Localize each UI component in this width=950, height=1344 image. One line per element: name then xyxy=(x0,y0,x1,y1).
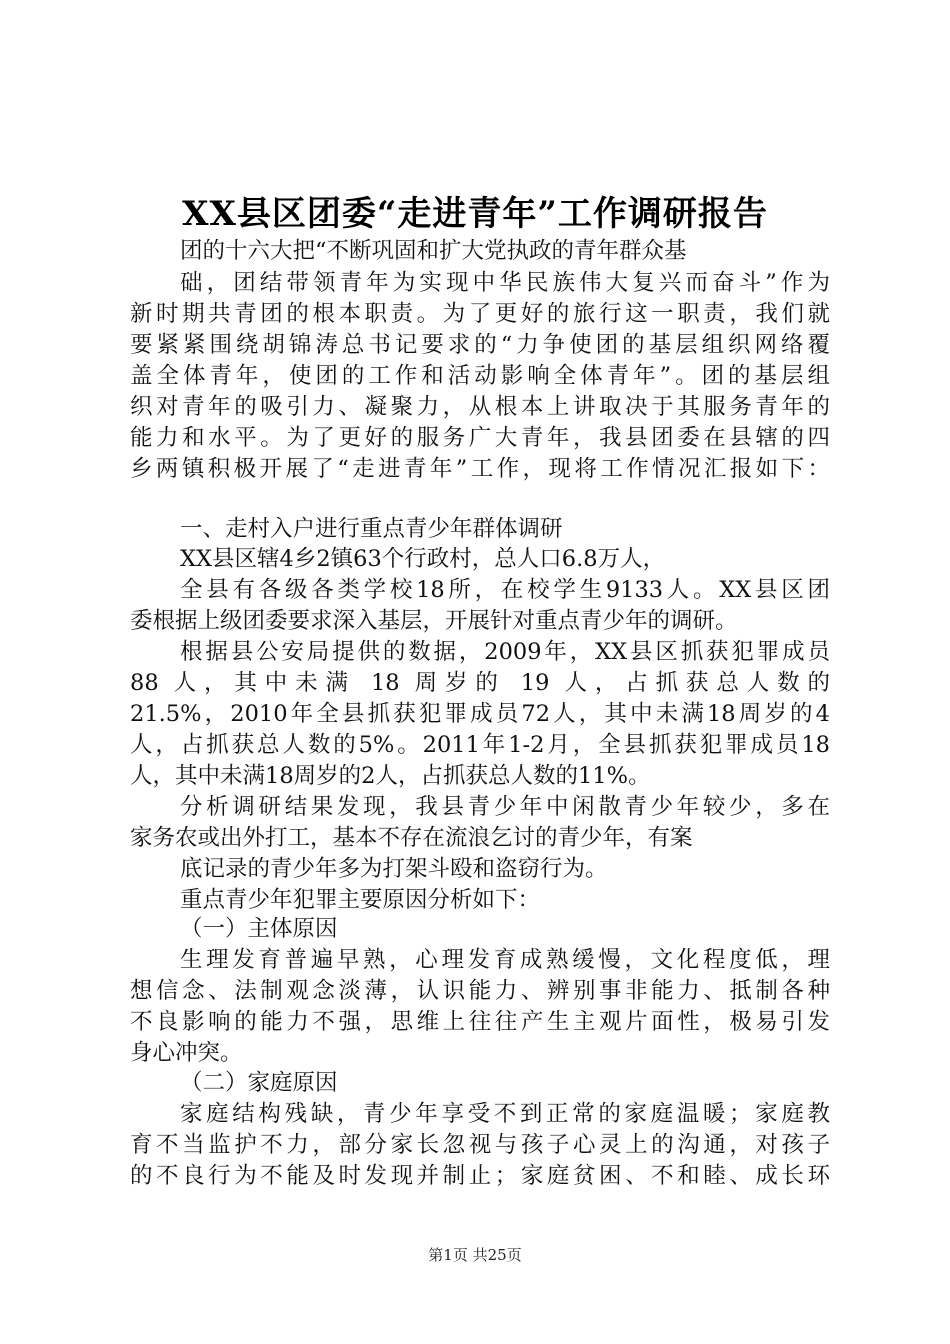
body-line: 能力和水平。为了更好的服务广大青年，我县团委在县辖的四 xyxy=(130,425,830,451)
body-line: 家庭结构残缺，青少年享受不到正常的家庭温暖；家庭教 xyxy=(180,1101,830,1127)
subsection-heading: （一）主体原因 xyxy=(180,916,338,942)
subsection-heading: （二）家庭原因 xyxy=(180,1070,338,1096)
body-line: XX县区辖4乡2镇63个行政村，总人口6.8万人， xyxy=(180,546,666,572)
body-line: 生理发育普遍早熟，心理发育成熟缓慢，文化程度低，理 xyxy=(180,947,830,973)
body-line: 身心冲突。 xyxy=(130,1040,243,1066)
body-line: 88 人，其中未满 18 周岁的 19 人，占抓获总人数的 xyxy=(130,670,830,696)
body-line: 育不当监护不力，部分家长忽视与孩子心灵上的沟通，对孩子 xyxy=(130,1132,830,1158)
body-line: 的不良行为不能及时发现并制止；家庭贫困、不和睦、成长环 xyxy=(130,1163,830,1189)
body-line: 团的十六大把“不断巩固和扩大党执政的青年群众基 xyxy=(180,238,687,264)
body-line: 底记录的青少年多为打架斗殴和盗窃行为。 xyxy=(180,856,608,882)
body-line: 织对青年的吸引力、凝聚力，从根本上讲取决于其服务青年的 xyxy=(130,394,830,420)
body-line: 家务农或出外打工，基本不存在流浪乞讨的青少年，有案 xyxy=(130,825,693,851)
body-line: 根据县公安局提供的数据，2009年，XX县区抓获犯罪成员 xyxy=(180,639,830,665)
body-line: 础，团结带领青年为实现中华民族伟大复兴而奋斗”作为 xyxy=(180,270,830,296)
body-line: 人，其中未满18周岁的2人，占抓获总人数的11%。 xyxy=(130,763,651,789)
body-line: 新时期共青团的根本职责。为了更好的旅行这一职责，我们就 xyxy=(130,301,830,327)
body-line: 重点青少年犯罪主要原因分析如下： xyxy=(180,887,541,913)
body-line: 要紧紧围绕胡锦涛总书记要求的“力争使团的基层组织网络覆 xyxy=(130,332,830,358)
body-line: 21.5%，2010年全县抓获犯罪成员72人，其中未满18周岁的4 xyxy=(130,701,830,727)
body-line: 乡两镇积极开展了“走进青年”工作，现将工作情况汇报如下： xyxy=(130,456,830,482)
body-line: 委根据上级团委要求深入基层，开展针对重点青少年的调研。 xyxy=(130,608,738,634)
body-line: 分析调研结果发现，我县青少年中闲散青少年较少，多在 xyxy=(180,794,830,820)
body-line: 不良影响的能力不强，思维上往往产生主观片面性，极易引发 xyxy=(130,1009,830,1035)
document-title: XX县区团委“走进青年”工作调研报告 xyxy=(182,194,768,234)
body-line: 全县有各级各类学校18所，在校学生9133人。XX县区团 xyxy=(180,577,830,603)
page-number-footer: 第1页 共25页 xyxy=(428,1246,522,1264)
body-line: 盖全体青年，使团的工作和活动影响全体青年”。团的基层组 xyxy=(130,363,830,389)
section-heading: 一、走村入户进行重点青少年群体调研 xyxy=(180,516,563,542)
body-line: 人，占抓获总人数的5%。2011年1-2月，全县抓获犯罪成员18 xyxy=(130,732,830,758)
body-line: 想信念、法制观念淡薄，认识能力、辨别事非能力、抵制各种 xyxy=(130,978,830,1004)
